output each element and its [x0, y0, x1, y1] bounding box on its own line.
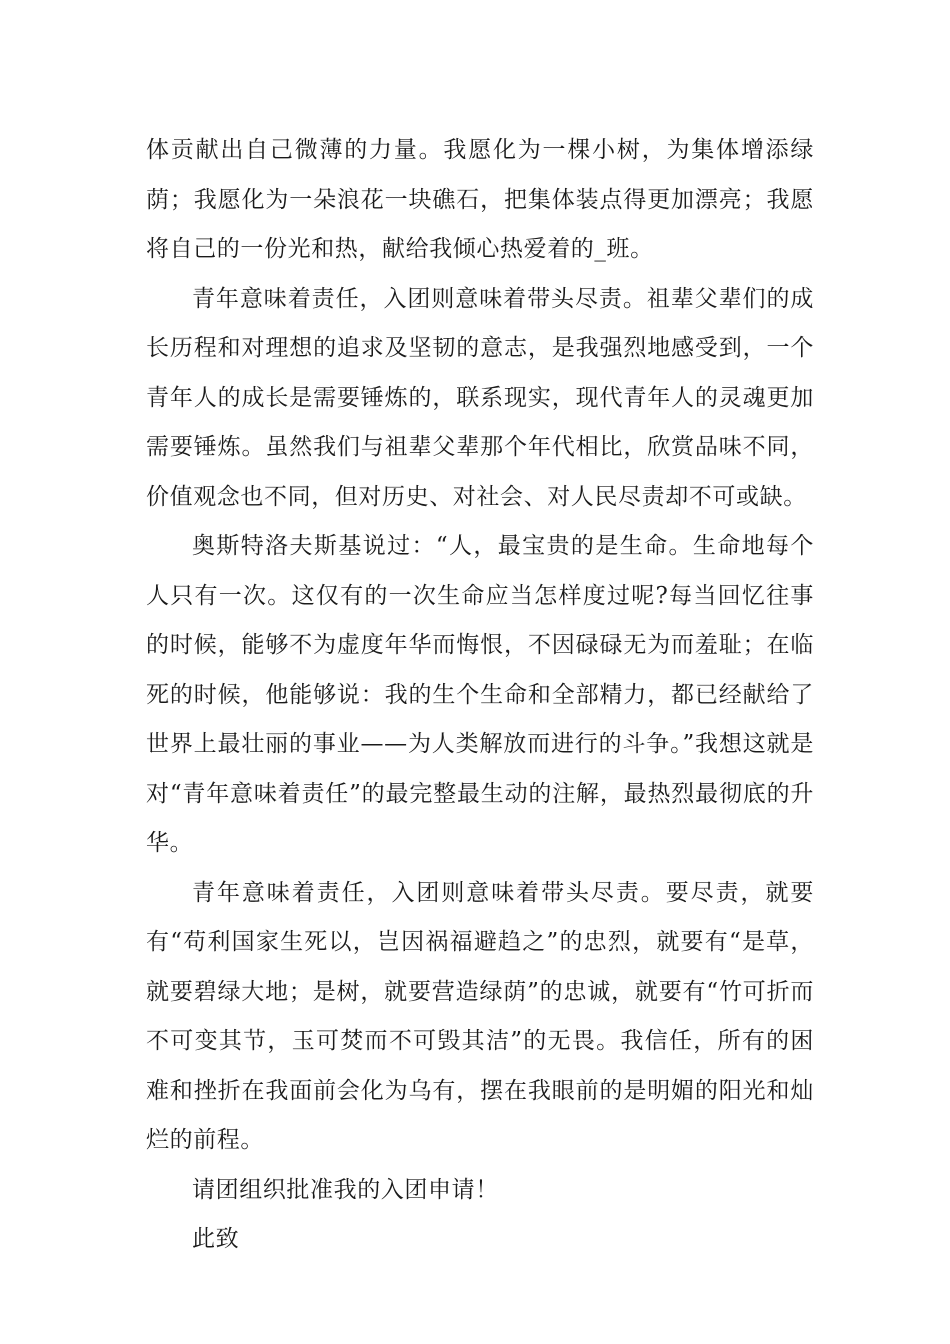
paragraph-4: 青年意味着责任，入团则意味着带头尽责。要尽责，就要有“苟利国家生死以，岂因祸福避趋之”的忠烈，就要有“是草，就要碧绿大地；是树，就要营造绿荫”的忠诚，就要有“竹可折而不可变其节，玉可焚而不可毁其洁”的无畏。我信任，所有的困难和挫折在我面前会化为乌有，摆在我眼前的是明媚的阳光和灿烂的前程。	[146, 879, 814, 1153]
paragraph-2: 青年意味着责任，入团则意味着带头尽责。祖辈父辈们的成长历程和对理想的追求及坚韧的意志，是我强烈地感受到，一个青年人的成长是需要锤炼的，联系现实，现代青年人的灵魂更加需要锤炼。虽然我们与祖辈父辈那个年代相比，欣赏品味不同，价值观念也不同，但对历史、对社会、对人民尽责却不可或缺。	[146, 285, 814, 510]
paragraph-1: 体贡献出自己微薄的力量。我愿化为一棵小树，为集体增添绿荫；我愿化为一朵浪花一块礁石，把集体装点得更加漂亮；我愿将自己的一份光和热，献给我倾心热爱着的_班。	[146, 137, 814, 262]
paragraph-6: 此致	[192, 1226, 240, 1252]
document-body	[146, 126, 814, 1265]
paragraph-3: 奥斯特洛夫斯基说过：“人，最宝贵的是生命。生命地每个人只有一次。这仅有的一次生命应当怎样度过呢?每当回忆往事的时候，能够不为虚度年华而悔恨，不因碌碌无为而羞耻；在临死的时候，他能够说：我的生个生命和全部精力，都已经献给了世界上最壮丽的事业——为人类解放而进行的斗争。”我想这就是对“青年意味着责任”的最完整最生动的注解，最热烈最彻底的升华。	[146, 533, 814, 856]
paragraph-5: 请团组织批准我的入团申请！	[192, 1176, 499, 1203]
